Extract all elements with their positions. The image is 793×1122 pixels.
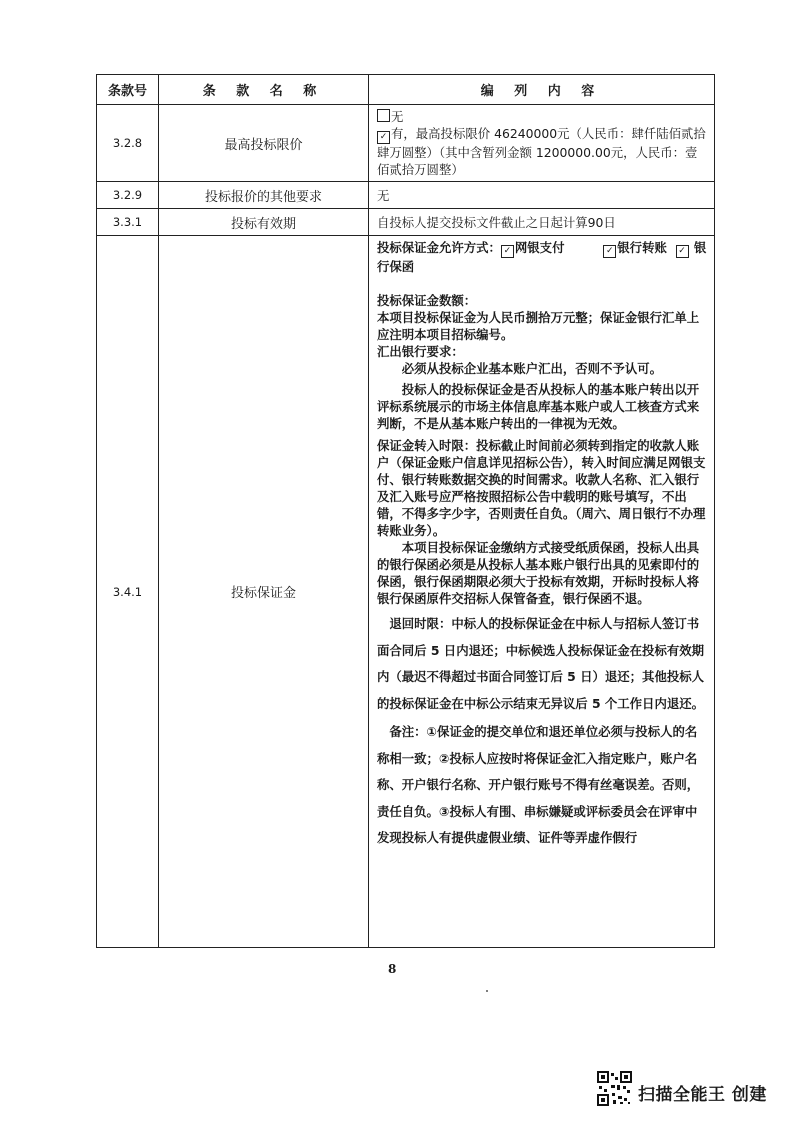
table-row	[97, 236, 715, 948]
deposit-methods: 投标保证金允许方式： ✓ 网银支付 ✓ 银行转账 ✓ 银行保函	[377, 240, 707, 274]
checkbox-checked-icon: ✓	[603, 245, 616, 258]
clause-content	[369, 236, 715, 948]
clause-no: 3.2.9	[97, 182, 159, 209]
table-row	[97, 209, 715, 236]
scan-speck	[486, 990, 488, 992]
clause-name: 投标保证金	[159, 236, 369, 948]
header-content: 编 列 内 容	[369, 75, 715, 105]
table-row	[97, 182, 715, 209]
deposit-amount-label: 投标保证金数额：	[377, 293, 477, 308]
scanner-brand-label: 扫描全能王 创建	[638, 1085, 767, 1105]
qr-code-icon	[597, 1071, 632, 1106]
bank-guarantee-text: 本项目投标保证金缴纳方式接受纸质保函，投标人出具的银行保函必须是从投标人基本账户银行出具的见索即付的保函，银行保函期限必须大于投标有效期，开标时投标人将银行保函原件交招标人保管备查，银行保函不退。	[377, 540, 700, 606]
clause-name: 投标报价的其他要求	[159, 182, 369, 209]
checkbox-checked-icon: ✓	[501, 245, 514, 258]
checkbox-checked-icon: ✓	[676, 245, 689, 258]
clause-table	[96, 74, 715, 948]
remarks-text: 备注：①保证金的提交单位和退还单位必须与投标人的名称相一致；②投标人应按时将保证金汇入指定账户，账户名称、开户银行名称、开户银行账号不得有丝毫误差。否则，责任自负。③投标人有围、串标嫌疑或评标委员会在评审中发现投标人有提供虚假业绩、证件等弄虚作假行	[377, 724, 700, 845]
page-number: 8	[388, 962, 397, 976]
table-header-row	[97, 75, 715, 105]
transfer-deadline-text: 保证金转入时限：投标截止时间前必须转到指定的收款人账户（保证金账户信息详见招标公告），转入时间应满足网银支付、银行转账数据交换的时间需求。收款人名称、汇入银行及汇入账号应严格按照招标公告中载明的账号填写，不出错，不得多字少字，否则责任自负。（周六、周日银行不办理转账业务）。	[377, 438, 706, 538]
account-check-text: 投标人的投标保证金是否从投标人的基本账户转出以开评标系统展示的市场主体信息库基本账户或人工核查方式来判断，不是从基本账户转出的一律视为无效。	[377, 382, 700, 431]
clause-name: 最高投标限价	[159, 105, 369, 182]
table-row	[97, 105, 715, 182]
header-clause-no: 条款号	[97, 75, 159, 105]
refund-deadline-text: 退回时限：中标人的投标保证金在中标人与招标人签订书面合同后 5 日内退还；中标候选人投标保证金在投标有效期内（最迟不得超过书面合同签订后 5 日）退还；其他投标人的投标保证金在中标公示结束无异议后 5 个工作日内退还。	[377, 616, 705, 711]
clause-no: 3.3.1	[97, 209, 159, 236]
clause-content: 无	[369, 182, 715, 209]
checkbox-empty-icon	[377, 109, 390, 122]
header-clause-name: 条 款 名 称	[159, 75, 369, 105]
bank-requirement-label: 汇出银行要求：	[377, 344, 464, 359]
clause-content: 无 ✓ 有，最高投标限价 46240000元（人民币：肆仟陆佰贰拾肆万圆整）（其中含暂列金额 1200000.00元，人民币：壹佰贰拾万圆整）	[369, 105, 715, 182]
clause-name: 投标有效期	[159, 209, 369, 236]
deposit-amount-text: 本项目投标保证金为人民币捌拾万元整；保证金银行汇单上应注明本项目招标编号。	[377, 310, 700, 342]
bank-requirement-text: 必须从投标企业基本账户汇出，否则不予认可。	[401, 361, 662, 376]
clause-content: 自投标人提交投标文件截止之日起计算90日	[369, 209, 715, 236]
checkbox-checked-icon: ✓	[377, 131, 390, 144]
clause-no: 3.2.8	[97, 105, 159, 182]
clause-no: 3.4.1	[97, 236, 159, 948]
